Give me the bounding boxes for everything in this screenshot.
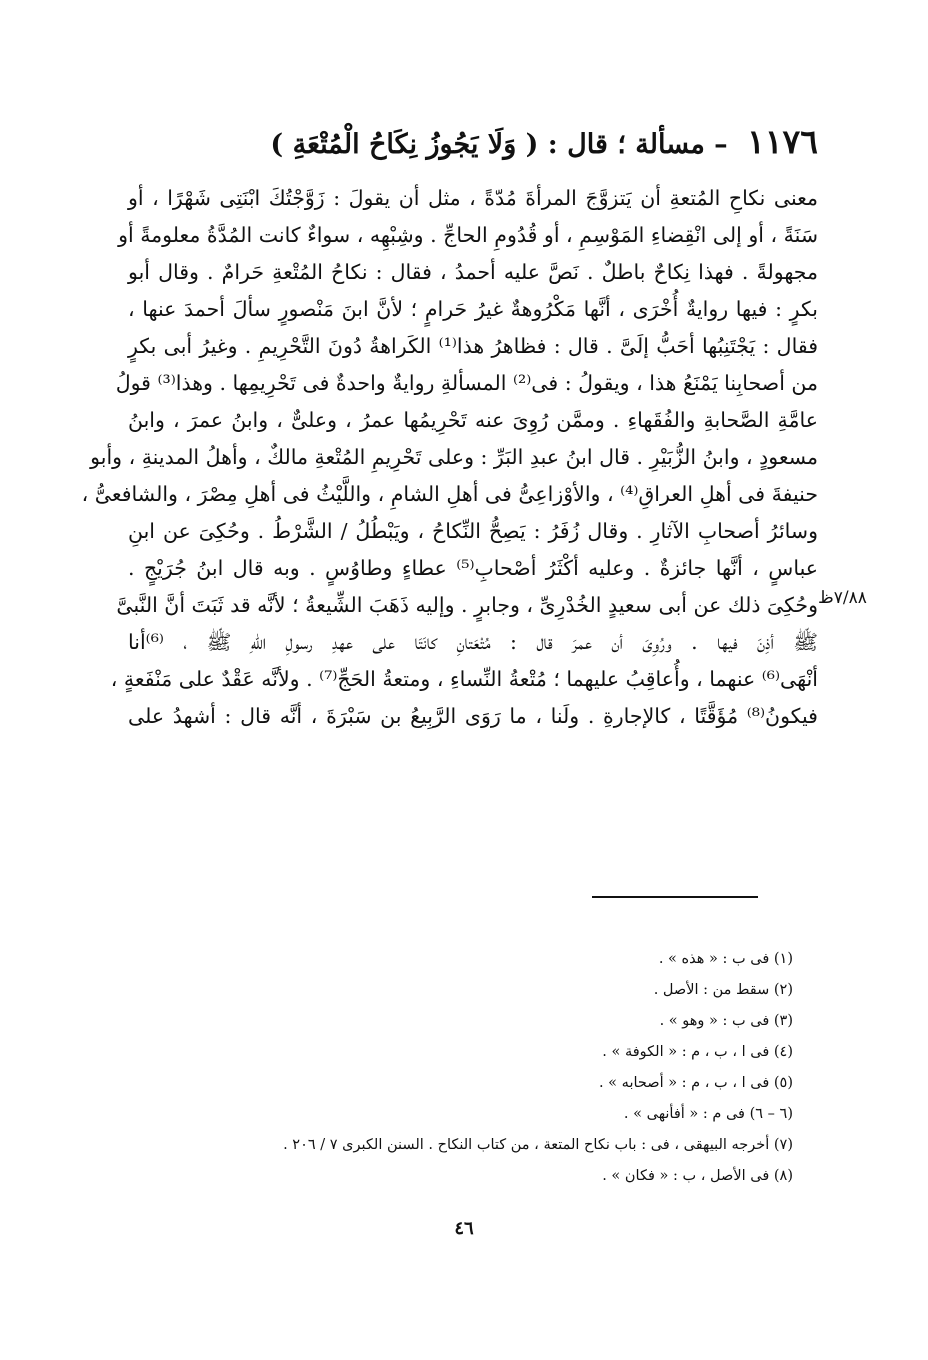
margin-note: ٧/٨٨ظ [818,588,867,608]
footnote: (٦ – ٦) فى م : « أفأنهى » . [623,1106,793,1122]
footnote: (٢) سقط من : الأصل . [653,982,793,998]
text-line: مجهولةً . فهذا نِكاحٌ باطلٌ . نَصَّ عليه أحمدُ ، فقال : نكاحُ المُتْعةِ حَرامٌ . وقال أبو [128,260,818,284]
text-line: ﷺ أذِنَ فيها . ورُوِىَ أن عمرَ قال : مُتْعَتانِ كانَتَا على عهدِ رسولِ اللهِ ﷺ ، ⁽⁶⁾أنا [128,630,818,654]
text-line: عامَّةِ الصَّحابةِ والفُقَهاءِ . وممَّن رُوِىَ عنه تَحْرِيمُها عمرُ ، وعلىٌّ ، وابنُ عمرَ ، وابنُ [128,408,818,432]
text-line: معنى نكاحِ المُتعةِ أن يَتزوَّجَ المرأةَ مُدّةً ، مثل أن يقولَ : زَوَّجْتُكَ ابْنَتِى شَهْرًا ، أو [128,186,818,210]
footnote: (٤) فى ا ، ب ، م : « الكوفة » . [602,1044,793,1060]
footnote: (١) فى ب : « هذه » . [658,951,793,967]
text-line: من أصحابِنا يَمْنَعُ هذا ، ويقولُ : فى⁽²⁾ المسألةِ روايةٌ واحدةٌ فى تَحْرِيمِها . وهذا⁽³⁾ قولُ [115,371,818,395]
footnote-divider [592,896,758,898]
text-line: سَنَةً ، أو إلى انْقِضاءِ المَوْسِمِ ، أو قُدُومِ الحاجِّ . وشِبْهِه ، سواءٌ كانت المُدَّةُ معلومةً أو [118,223,818,247]
section-heading [118,122,818,161]
text-line: فقال : يَجْتَنِبُها أحَبُّ إلَىَّ . قال : فظاهرُ هذا⁽¹⁾ الكَراهةُ دُونَ التَّحْرِيمِ . وغيرُ أبى بكرٍ [128,334,818,358]
heading-text: – مسألة ؛ قال : ( وَلَا يَجُوزُ نِكَاحُ الْمُتْعَةِ ) [270,129,728,160]
footnote: (٥) فى ا ، ب ، م : « أصحابه » . [598,1075,793,1091]
main-text [81,180,818,735]
text-line: فيكونُ⁽⁸⁾ مُؤَقَّتًا ، كالإجارةِ . ولَنا ، ما رَوَى الرَّبِيعُ بن سَبْرَةَ ، أنَّه قال : أشهدُ على [128,704,818,728]
text-line: وحُكِىَ ذلك عن أبى سعيدٍ الخُدْرِىِّ ، وجابرٍ . وإليه ذَهَبَ الشِّيعةُ ؛ لأنَّه قد ثَبَتَ أنَّ النَّبىَّ [116,593,818,617]
text-line: عباسٍ ، أنَّها جائزةٌ . وعليه أكْثَرُ أصْحابِ⁽⁵⁾ عطاءٍ وطاوُسٍ . وبه قال ابنُ جُرَيْجٍ . [128,556,818,580]
issue-number: ١١٧٦ [747,122,818,161]
page-number: ٤٦ [454,1218,474,1239]
footnote: (٨) فى الأصل ، ب : « فكان » . [602,1168,793,1184]
text-line: حنيفةَ فى أهلِ العراقِ⁽⁴⁾ ، والأوْزاعِىُّ فى أهلِ الشامِ ، واللَّيْثُ فى أهلِ مِصْرَ ، والشافعىُّ ، [81,482,818,506]
footnote: (٧) أخرجه البيهقى ، فى : باب نكاح المتعة ، من كتاب النكاح . السنن الكبرى ٧ / ٢٠٦ . [283,1137,793,1153]
text-line: أنْهَى⁽⁶⁾ عنهما ، وأُعاقِبُ عليهما ؛ مُتْعةُ النِّساءِ ، ومتعةُ الحَجِّ⁽⁷⁾ . ولأنَّه عَقْدٌ على مَنْفَعةٍ ، [110,667,818,691]
footnote: (٣) فى ب : « وهو » . [659,1013,793,1029]
text-line: بكرٍ : فيها روايةٌ أُخْرَى ، أنَّها مَكْرُوهةٌ غيرُ حَرامٍ ؛ لأنَّ ابنَ مَنْصورٍ سألَ أحمدَ عنها ، [128,297,818,321]
footnotes [173,944,793,1192]
text-line: مسعودٍ ، وابنُ الزُّبَيْرِ . قال ابنُ عبدِ البَرِّ : وعلى تَحْرِيمِ المُتْعةِ مالكٌ ، وأهلُ المدينةِ ، وأبو [90,445,818,469]
text-line: وسائرُ أصحابِ الآثارِ . وقال زُفَرُ : يَصِحُّ النِّكاحُ ، ويَبْطُلُ / الشَّرْطُ . وحُكِىَ عن ابنِ [128,519,818,543]
